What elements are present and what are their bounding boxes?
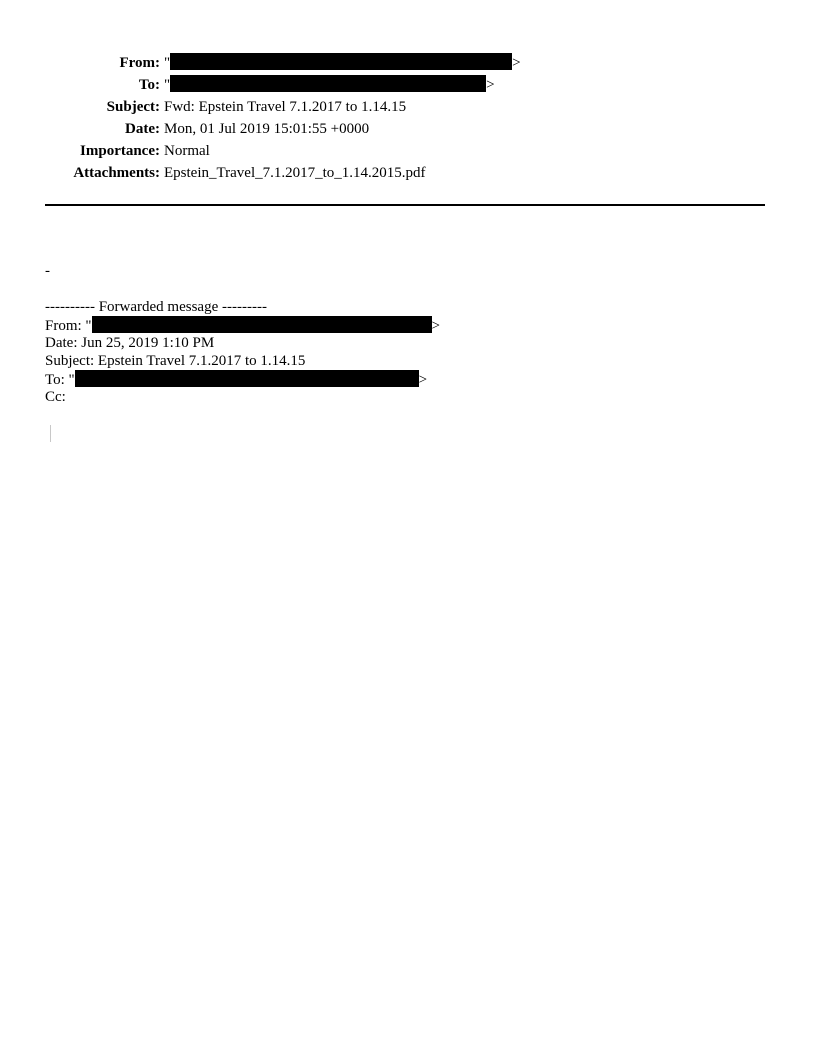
to-suffix: >	[486, 77, 495, 93]
date-value: Mon, 01 Jul 2019 15:01:55 +0000	[164, 121, 370, 137]
forwarded-to-row	[45, 370, 745, 388]
forwarded-from-suffix: >	[431, 318, 441, 334]
forwarded-from-row	[45, 316, 745, 334]
header-importance-row	[0, 140, 816, 162]
forwarded-title: ---------- Forwarded message ---------	[45, 299, 267, 315]
redaction-box	[170, 75, 486, 92]
attachment-filename[interactable]: Epstein_Travel_7.1.2017_to_1.14.2015.pdf	[164, 165, 426, 181]
from-value	[164, 52, 521, 74]
from-suffix: >	[512, 55, 521, 71]
header-divider	[45, 204, 765, 206]
importance-label: Importance:	[80, 143, 160, 159]
forwarded-cc: Cc:	[45, 389, 66, 405]
redaction-box	[75, 370, 419, 387]
to-prefix: "	[164, 77, 171, 93]
header-subject-row	[0, 96, 816, 118]
attachments-label: Attachments:	[73, 165, 160, 181]
importance-value: Normal	[164, 143, 210, 159]
forwarded-to-prefix: To: "	[45, 372, 75, 388]
forwarded-to-suffix: >	[418, 372, 428, 388]
body-dash: -	[45, 263, 50, 279]
redaction-box	[92, 316, 432, 333]
forwarded-subject: Subject: Epstein Travel 7.1.2017 to 1.14.15	[45, 353, 306, 369]
from-label: From:	[119, 55, 160, 71]
header-attachments-row	[0, 162, 816, 184]
to-value	[164, 74, 495, 96]
from-prefix: "	[164, 55, 171, 71]
header-from-row	[0, 52, 816, 74]
header-to-row	[0, 74, 816, 96]
forwarded-message	[45, 298, 745, 406]
subject-value: Fwd: Epstein Travel 7.1.2017 to 1.14.15	[164, 99, 407, 115]
email-header	[0, 52, 816, 184]
text-cursor	[50, 425, 51, 442]
redaction-box	[170, 53, 512, 70]
subject-label: Subject:	[106, 99, 160, 115]
forwarded-from-prefix: From: "	[45, 318, 92, 334]
header-date-row	[0, 118, 816, 140]
date-label: Date:	[125, 121, 160, 137]
to-label: To:	[138, 77, 160, 93]
forwarded-date: Date: Jun 25, 2019 1:10 PM	[45, 335, 215, 351]
